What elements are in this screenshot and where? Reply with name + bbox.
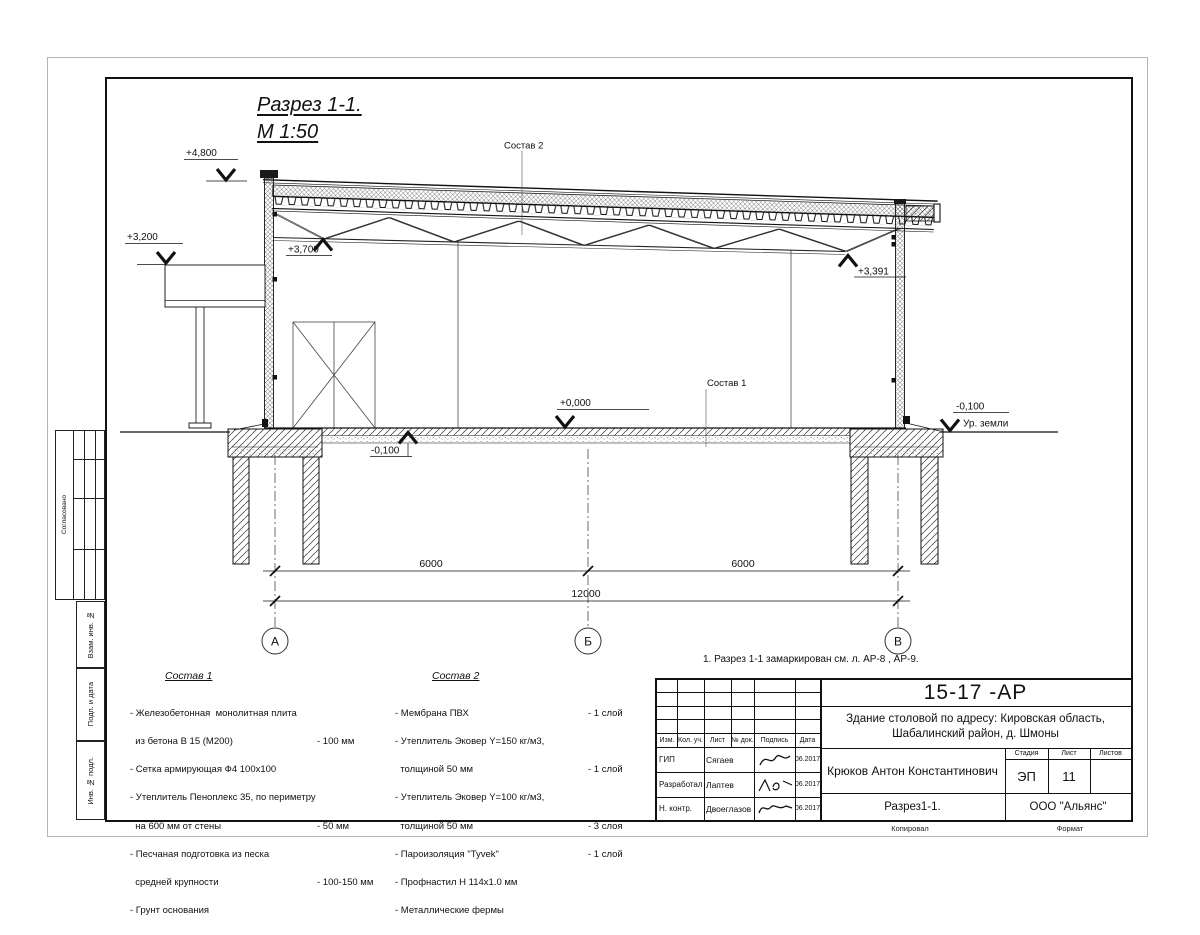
dim-12000: 12000 bbox=[571, 588, 601, 600]
sheets-label: Листов bbox=[1099, 750, 1122, 757]
foundation-right bbox=[850, 429, 943, 564]
composition2-title: Состав 2 bbox=[432, 670, 480, 682]
item-text: - Утеплитель Эковер Y=100 кг/м3, bbox=[395, 792, 545, 804]
list-item bbox=[395, 906, 640, 915]
item-text: - Песчаная подготовка из песка bbox=[130, 848, 270, 860]
agreed-label: Согласовано bbox=[61, 495, 68, 535]
copied-label: Копировал bbox=[891, 824, 929, 833]
list-item bbox=[395, 822, 640, 831]
callout-sostav2: Состав 2 bbox=[504, 140, 544, 152]
item-text: - Мембрана ПВХ bbox=[395, 707, 469, 719]
stage-label: Стадия bbox=[1014, 750, 1039, 757]
signature bbox=[754, 772, 795, 797]
composition1-title: Состав 1 bbox=[165, 670, 213, 682]
elevation-3700-label: +3,700 bbox=[288, 244, 319, 256]
sheet-value: 11 bbox=[1062, 768, 1076, 784]
elevation-3200-label: +3,200 bbox=[127, 232, 158, 243]
row-role: Разработал bbox=[659, 780, 703, 789]
list-item bbox=[395, 737, 640, 746]
row-role: ГИП bbox=[659, 755, 675, 764]
list-item bbox=[395, 878, 640, 887]
signature-stroke bbox=[756, 775, 794, 795]
col-list: Лист bbox=[709, 736, 726, 744]
interior-door bbox=[293, 322, 375, 428]
inv-box bbox=[76, 741, 105, 820]
list-item bbox=[130, 906, 380, 915]
project-name bbox=[820, 706, 1131, 748]
item-text: толщиной 50 мм bbox=[395, 764, 474, 776]
col-doc: № док. bbox=[731, 736, 754, 744]
list-item bbox=[130, 709, 380, 718]
list-item bbox=[130, 850, 380, 859]
podp-label: Подп. и дата bbox=[86, 682, 95, 727]
item-text: - Профнастил Н 114х1.0 мм bbox=[395, 877, 518, 889]
project-line2: Шабалинский район, д. Шмоны bbox=[892, 728, 1059, 740]
elevation-mark-4800 bbox=[184, 160, 247, 182]
row-name: Лаптев bbox=[706, 779, 734, 790]
item-text: - Металлические фермы bbox=[395, 905, 504, 917]
composition2-list bbox=[395, 690, 640, 935]
roof-assembly bbox=[262, 180, 938, 232]
dimension-lines bbox=[263, 566, 910, 606]
dim-6000-left: 6000 bbox=[419, 558, 443, 570]
signature-stroke bbox=[756, 750, 794, 770]
elevation-m0100-ground-label: -0,100 bbox=[956, 401, 985, 413]
list-item bbox=[130, 822, 380, 831]
col-kol: Кол. уч. bbox=[678, 736, 703, 744]
inv-label: Инв. № подл. bbox=[86, 756, 95, 805]
section-title bbox=[257, 92, 362, 146]
row-date: 06.2017 bbox=[794, 756, 821, 763]
drawing-name: Разрез1-1. bbox=[884, 800, 941, 813]
vzam-box bbox=[76, 601, 105, 668]
row-name: Двоеглазов bbox=[706, 803, 752, 814]
list-item bbox=[395, 709, 640, 718]
item-value: - 1 слой bbox=[588, 707, 623, 719]
item-text: - Утеплитель Пеноплекс 35, по периметру bbox=[130, 792, 316, 804]
list-item bbox=[395, 850, 640, 859]
item-text: средней крупности bbox=[130, 877, 219, 889]
item-value: - 1 слой bbox=[588, 848, 623, 860]
axis-v: В bbox=[893, 634, 903, 649]
list-item bbox=[130, 737, 380, 746]
eave-fascia bbox=[906, 204, 940, 222]
row-role: Н. контр. bbox=[659, 804, 693, 813]
elevation-4800-label: +4,800 bbox=[186, 148, 217, 159]
dim-6000-right: 6000 bbox=[731, 558, 755, 570]
list-item bbox=[395, 765, 640, 774]
col-date: Дата bbox=[799, 736, 816, 744]
item-value: - 100 мм bbox=[317, 736, 355, 748]
doc-number: 15-17 -АР bbox=[923, 681, 1028, 704]
entrance-canopy bbox=[165, 265, 265, 428]
item-value: - 3 слоя bbox=[588, 820, 623, 832]
axis-b: Б bbox=[584, 634, 592, 649]
format-label: Формат bbox=[1056, 824, 1084, 833]
item-text: толщиной 50 мм bbox=[395, 820, 474, 832]
item-value: - 50 мм bbox=[317, 820, 350, 832]
signature-stroke bbox=[756, 799, 794, 819]
item-text: - Грунт основания bbox=[130, 905, 210, 917]
item-text: из бетона В 15 (М200) bbox=[130, 736, 233, 748]
vzam-label: Взам. инв. № bbox=[86, 610, 95, 659]
sheet-label: Лист bbox=[1061, 750, 1077, 757]
signature bbox=[754, 797, 795, 820]
elevation-mark-0000 bbox=[556, 410, 649, 428]
person-name: Крюков Антон Константинович bbox=[827, 763, 998, 778]
row-date: 06.2017 bbox=[794, 805, 821, 812]
item-value: - 100-150 мм bbox=[317, 877, 374, 889]
sheet-note: 1. Разрез 1-1 замаркирован см. л. АР-8 , АР-9. bbox=[703, 654, 919, 665]
stage-value: ЭП bbox=[1017, 768, 1036, 784]
right-wall bbox=[892, 199, 911, 428]
list-item bbox=[130, 765, 380, 774]
item-value: - 1 слой bbox=[588, 764, 623, 776]
composition1-list bbox=[130, 690, 380, 935]
elevation-3391-label: +3,391 bbox=[858, 266, 889, 278]
list-item bbox=[395, 793, 640, 802]
list-item bbox=[130, 878, 380, 887]
agreed-box bbox=[55, 430, 105, 600]
col-izm: Изм. bbox=[659, 736, 675, 744]
ground-level-label: Ур. земли bbox=[963, 418, 1009, 430]
signature bbox=[754, 747, 795, 772]
project-line1: Здание столовой по адресу: Кировская область, bbox=[846, 713, 1105, 725]
interior-posts bbox=[458, 242, 791, 428]
company-name: ООО "Альянс" bbox=[1029, 800, 1107, 813]
title-block bbox=[655, 678, 1133, 822]
item-text: на 600 мм от стены bbox=[130, 820, 222, 832]
podp-box bbox=[76, 668, 105, 741]
item-text: - Утеплитель Эковер Y=150 кг/м3, bbox=[395, 736, 545, 748]
elevation-mark-3200 bbox=[125, 244, 183, 265]
list-item bbox=[130, 793, 380, 802]
row-name: Сягаев bbox=[706, 754, 734, 765]
item-text: - Железобетонная монолитная плита bbox=[130, 707, 297, 719]
axis-lines bbox=[275, 449, 898, 627]
col-sign: Подпись bbox=[760, 736, 789, 744]
item-text: - Сетка армирующая Ф4 100х100 bbox=[130, 764, 277, 776]
section-title-line2: М 1:50 bbox=[257, 121, 319, 143]
elevation-0000-label: +0,000 bbox=[560, 398, 591, 409]
callout-sostav1: Состав 1 bbox=[707, 378, 747, 389]
section-title-line1: Разрез 1-1. bbox=[257, 94, 362, 116]
axis-a: А bbox=[270, 634, 280, 649]
row-date: 06.2017 bbox=[794, 781, 821, 788]
item-text: - Пароизоляция "Tyvek" bbox=[395, 848, 499, 860]
elevation-m0100-slab-label: -0,100 bbox=[371, 445, 400, 457]
